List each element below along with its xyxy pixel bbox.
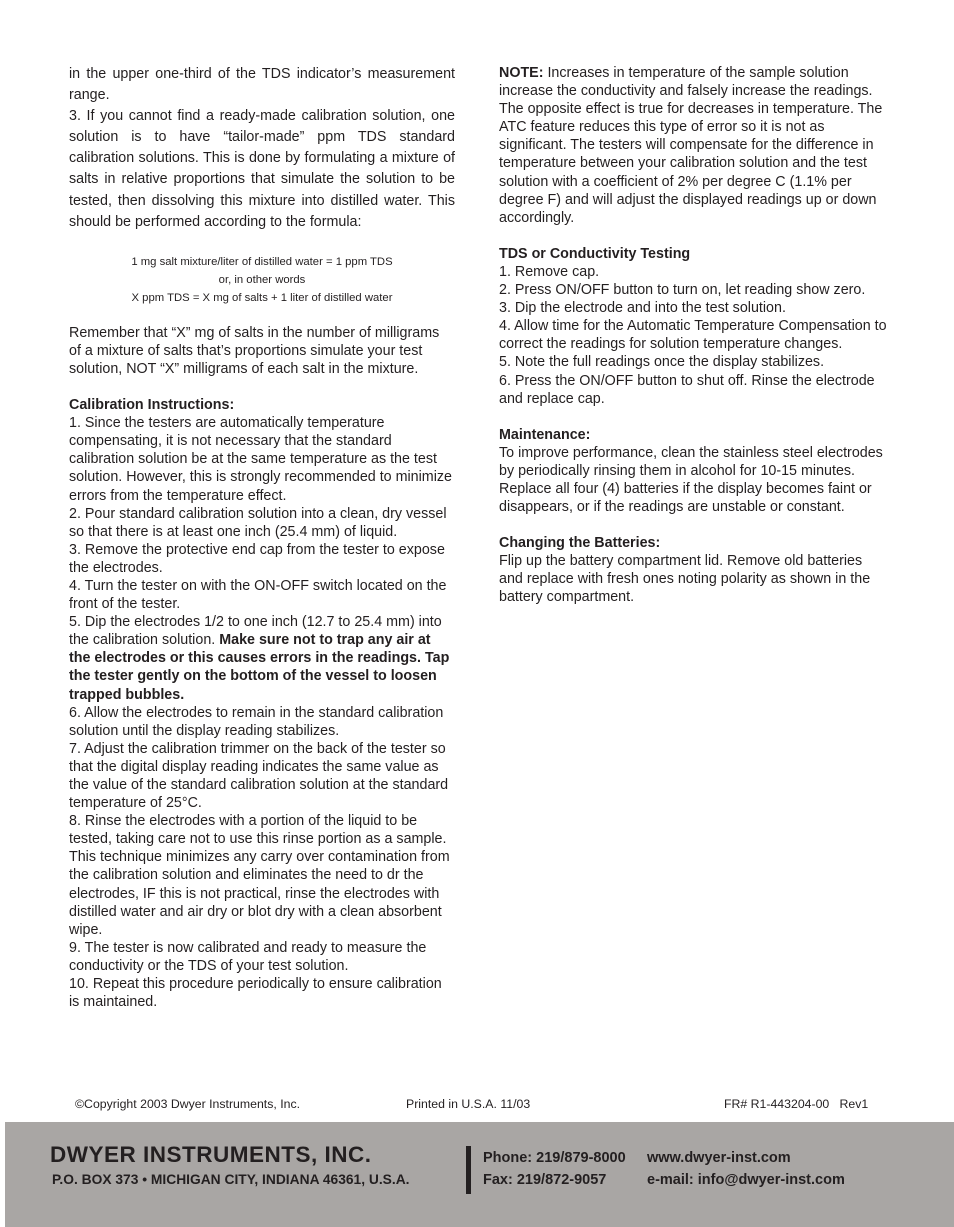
testing-step-4: 4. Allow time for the Automatic Temperature Compensation to correct the readings for solution temperature changes. <box>499 318 887 353</box>
calibration-step-5-text: 5. Dip the electrodes 1/2 to one inch (12.7 to 25.4 mm) into the calibration solution. <box>69 614 442 649</box>
calibration-section <box>69 396 455 1011</box>
email-link[interactable]: e-mail: info@dwyer-inst.com <box>647 1172 845 1188</box>
testing-step-3: 3. Dip the electrode and into the test solution. <box>499 300 786 317</box>
batteries-heading: Changing the Batteries: <box>499 535 661 552</box>
calibration-heading: Calibration Instructions: <box>69 397 235 414</box>
calibration-step-6: 6. Allow the electrodes to remain in the standard calibration solution until the display reading stabilizes. <box>69 704 444 739</box>
calibration-step-5-warning: Make sure not to trap any air at the electrodes or this causes errors in the readings. Tap the tester gently on the bottom of the vessel to loosen trapped bubbles. <box>69 632 450 703</box>
calibration-step-8: 8. Rinse the electrodes with a portion of the liquid to be tested, taking care not to use this rinse portion as a sample. This technique minimizes any carry over contamination from the calibration solution and eliminates the need to dr the electrodes, IF this is not practical, rinse the electrodes with distilled water and air dry or blot dry with a clean absorbent wipe. <box>69 813 450 938</box>
testing-step-2: 2. Press ON/OFF button to turn on, let reading show zero. <box>499 282 866 299</box>
form-number: FR# R1-443204-00 Rev1 <box>724 1097 869 1111</box>
calibration-step-4: 4. Turn the tester on with the ON-OFF switch located on the front of the tester. <box>69 577 447 613</box>
formula-line-3: X ppm TDS = X mg of salts + 1 liter of distilled water <box>131 291 393 304</box>
copyright-text: ©Copyright 2003 Dwyer Instruments, Inc. <box>75 1097 301 1111</box>
item-3-tailor-made-solution: 3. If you cannot find a ready-made calibration solution, one solution is to have “tailor-made” ppm TDS standard calibration solutions. This is done by formulating a mixture of salts in relative proportions that simulate the solution to be tested, then dissolving this mixture into distilled water. This should be performed according to the formula: <box>69 108 455 230</box>
maintenance-section <box>499 426 887 516</box>
fax-number: Fax: 219/872-9057 <box>483 1172 607 1188</box>
maintenance-text: To improve performance, clean the stainless steel electrodes by periodically rinsing them in alcohol for 10-15 minutes. Replace all four (4) batteries if the display becomes faint or disappears, or if the readings are unstable or constant. <box>499 444 883 516</box>
calibration-step-2: 2. Pour standard calibration solution into a clean, dry vessel so that there is at least one inch (25.4 mm) of liquid. <box>69 505 447 540</box>
intro-continued: in the upper one-third of the TDS indicator’s measurement range. <box>69 66 455 104</box>
printed-text: Printed in U.S.A. 11/03 <box>406 1097 531 1111</box>
website-link[interactable]: www.dwyer-inst.com <box>647 1150 791 1166</box>
calibration-step-1: 1. Since the testers are automatically temperature compensating, it is not necessary that the standard calibration solution be at the same temperature as the test solution. However, this is strongly recommended to minimize errors from the temperature effect. <box>69 415 452 504</box>
testing-step-5: 5. Note the full readings once the display stabilizes. <box>499 354 825 371</box>
note-paragraph <box>499 64 887 227</box>
left-column <box>69 64 455 1011</box>
footer-band <box>5 1122 954 1227</box>
calibration-step-7: 7. Adjust the calibration trimmer on the back of the tester so that the digital display reading indicates the same value as the value of the standard calibration solution at the standard temperature of 25°C. <box>69 740 449 812</box>
footer-divider <box>466 1146 471 1194</box>
calibration-step-10: 10. Repeat this procedure periodically to ensure calibration is maintained. <box>69 976 442 1011</box>
meta-row <box>0 1096 954 1114</box>
testing-section <box>499 245 887 408</box>
note-text: Increases in temperature of the sample solution increase the conductivity and falsely increase the readings. The opposite effect is true for decreases in temperature. The ATC feature reduces this type of error so it is not as significant. The testers will compensate for the difference in temperature between your calibration solution and the test solution with a coefficient of 2% per degree C (1.1% per degree F) and will adjust the displayed readings up or down accordingly. <box>499 65 883 226</box>
note-label: NOTE: <box>499 65 544 81</box>
company-name: DWYER INSTRUMENTS, INC. <box>50 1142 372 1167</box>
testing-step-6: 6. Press the ON/OFF button to shut off. Rinse the electrode and replace cap. <box>499 372 875 407</box>
testing-heading: TDS or Conductivity Testing <box>499 245 691 262</box>
calibration-step-5 <box>69 613 455 703</box>
remember-paragraph: Remember that “X” mg of salts in the number of milligrams of a mixture of salts that’s proportions simulate your test solution, NOT “X” milligrams of each salt in the mixture. <box>69 324 440 377</box>
formula-line-1: 1 mg salt mixture/liter of distilled water = 1 ppm TDS <box>131 255 393 268</box>
calibration-step-3: 3. Remove the protective end cap from the tester to expose the electrodes. <box>69 541 445 576</box>
maintenance-heading: Maintenance: <box>499 426 591 443</box>
formula-line-2: or, in other words <box>218 273 306 286</box>
phone-number: Phone: 219/879-8000 <box>483 1150 626 1166</box>
batteries-section <box>499 534 887 606</box>
right-column <box>499 64 887 607</box>
calibration-step-9: 9. The tester is now calibrated and ready to measure the conductivity or the TDS of your test solution. <box>69 939 427 974</box>
testing-step-1: 1. Remove cap. <box>499 263 600 280</box>
batteries-text: Flip up the battery compartment lid. Remove old batteries and replace with fresh ones noting polarity as shown in the battery compartment. <box>499 553 871 606</box>
formula-block <box>69 253 455 307</box>
company-address: P.O. BOX 373 • MICHIGAN CITY, INDIANA 46361, U.S.A. <box>52 1172 410 1187</box>
